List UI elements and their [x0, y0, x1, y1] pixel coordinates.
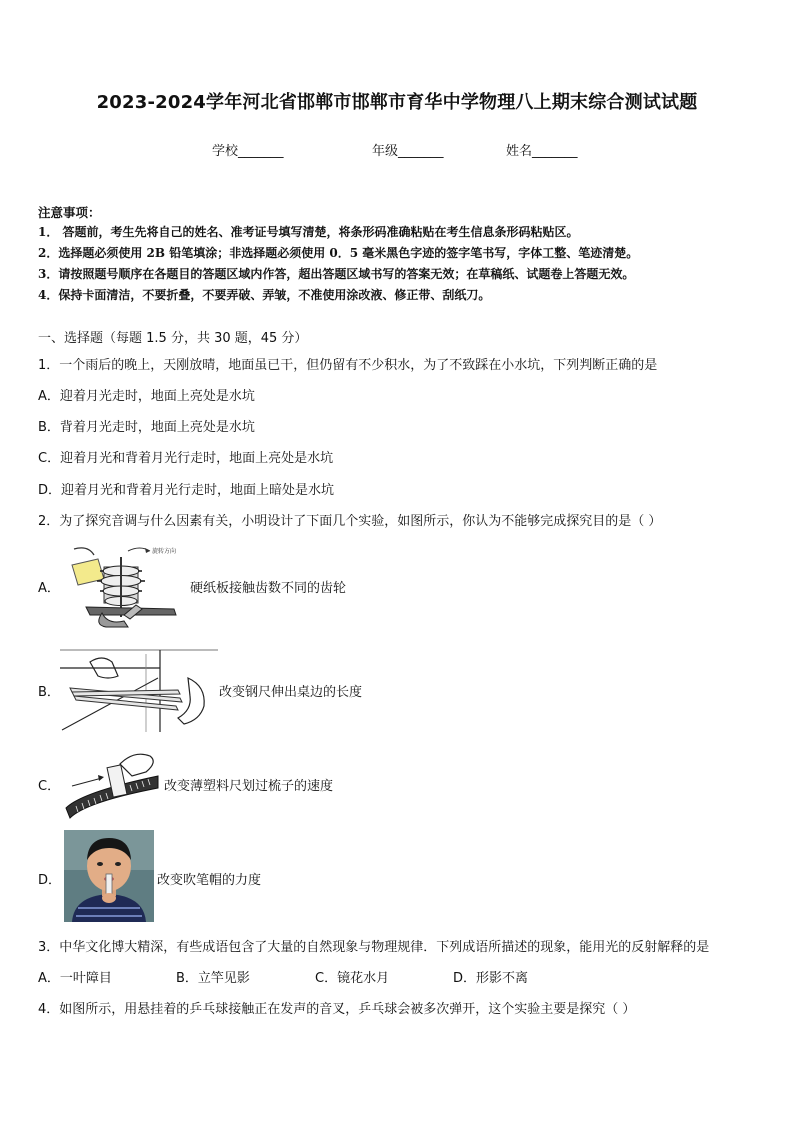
question-3-stem: 3．中华文化博大精深，有些成语包含了大量的自然现象与物理规律．下列成语所描述的现象，能用光的反射解释的是	[38, 940, 710, 955]
question-2-stem: 2．为了探究音调与什么因素有关，小明设计了下面几个实验，如图所示，你认为不能够完成探究目的是（ ）	[38, 514, 662, 529]
question-1-option-c: C．迎着月光和背着月光行走时，地面上亮处是水坑	[38, 451, 334, 466]
notice-item: 3．请按照题号顺序在各题目的答题区域内作答，超出答题区域书写的答案无效；在草稿纸、试题卷上答题无效。	[38, 267, 635, 281]
question-2-option-c-text: 改变薄塑料尺划过梳子的速度	[164, 779, 334, 794]
question-1-option-a: A．迎着月光走时，地面上亮处是水坑	[38, 389, 255, 404]
page-title: 2023-2024学年河北省邯郸市邯郸市育华中学物理八上期末综合测试试题	[96, 92, 698, 113]
boy-blowing-pen-cap-photo	[64, 830, 154, 922]
question-3-option-d: D．形影不离	[453, 971, 529, 986]
ruler-experiment-figure	[60, 648, 218, 732]
question-2-option-c-letter: C．	[38, 779, 61, 794]
grade-field: 年级_______	[372, 144, 444, 159]
notice-item: 4．保持卡面清洁，不要折叠，不要弄破、弄皱，不准使用涂改液、修正带、刮纸刀。	[38, 288, 491, 302]
question-3-option-b: B．立竿见影	[176, 971, 250, 986]
question-1-option-d: D．迎着月光和背着月光行走时，地面上暗处是水坑	[38, 483, 335, 498]
question-1-stem: 1．一个雨后的晚上，天刚放晴，地面虽已干，但仍留有不少积水，为了不致踩在小水坑，下列判断正确的是	[38, 358, 658, 373]
name-field: 姓名_______	[506, 144, 578, 159]
question-2-option-b-letter: B．	[38, 685, 60, 700]
question-2-option-d-text: 改变吹笔帽的力度	[157, 873, 262, 888]
question-1-option-b: B．背着月光走时，地面上亮处是水坑	[38, 420, 255, 435]
question-2-option-b-text: 改变钢尺伸出桌边的长度	[219, 685, 363, 700]
question-3-option-a: A．一叶障目	[38, 971, 112, 986]
notice-item: 1． 答题前，考生先将自己的姓名、准考证号填写清楚，将条形码准确粘贴在考生信息条形码粘贴区。	[38, 225, 579, 239]
question-2-option-a-text: 硬纸板接触齿数不同的齿轮	[190, 581, 347, 596]
school-field: 学校_______	[212, 144, 284, 159]
gear-experiment-figure	[64, 543, 186, 629]
section-heading: 一、选择题（每题 1.5 分，共 30 题，45 分）	[38, 331, 308, 346]
comb-experiment-figure	[62, 748, 162, 820]
question-2-option-d-letter: D．	[38, 873, 62, 888]
notice-item: 2．选择题必须使用 2B 铅笔填涂；非选择题必须使用 0．5 毫米黑色字迹的签字笔书写，字体工整、笔迹清楚。	[38, 246, 639, 260]
rotation-direction-label: 旋转方向	[152, 548, 177, 555]
question-4-stem: 4．如图所示，用悬挂着的乒乓球接触正在发声的音叉，乒乓球会被多次弹开，这个实验主要是探究（ ）	[38, 1002, 636, 1017]
notice-heading: 注意事项：	[38, 205, 101, 220]
question-3-option-c: C．镜花水月	[315, 971, 390, 986]
question-2-option-a-letter: A．	[38, 581, 60, 596]
